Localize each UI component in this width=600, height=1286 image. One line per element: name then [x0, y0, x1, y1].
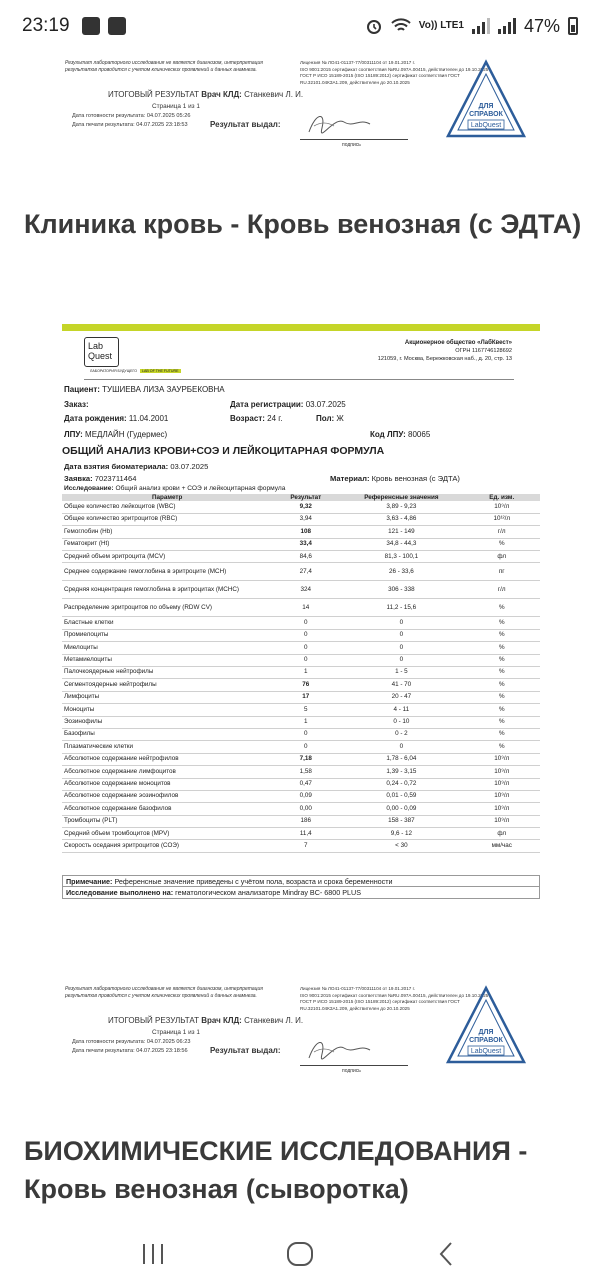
dob-label: Дата рождения: — [64, 414, 127, 423]
signature-label: подпись — [342, 142, 361, 148]
result-value: 108 — [272, 526, 339, 538]
reference-range: 9,6 - 12 — [339, 828, 463, 840]
network-label: Vo)) LTE1 — [418, 20, 464, 31]
sample-date-label: Дата взятия биоматериала: — [64, 462, 169, 471]
result-row — [62, 563, 540, 581]
unit-value: г/л — [464, 581, 541, 599]
result-value: 0 — [272, 642, 339, 654]
request-number: 7023711464 — [94, 474, 137, 483]
lpu-label: ЛПУ: — [64, 430, 83, 439]
sex-label: Пол: — [316, 414, 335, 423]
reference-range: 0 — [339, 617, 463, 629]
material-label: Материал: — [330, 474, 370, 483]
reference-range: 0 - 10 — [339, 716, 463, 728]
result-row — [62, 691, 540, 703]
page-info: Страница 1 из 1 — [152, 103, 200, 110]
final-result-label: ИТОГОВЫЙ РЕЗУЛЬТАТ — [108, 1016, 199, 1025]
report-footer-top — [60, 56, 540, 174]
col-parameter: Параметр — [62, 494, 272, 501]
result-row — [62, 741, 540, 753]
labquest-logo — [84, 337, 119, 367]
stamp-line1: ДЛЯ — [478, 103, 494, 110]
param-name: Абсолютное содержание лимфоцитов — [62, 766, 272, 778]
result-row — [62, 667, 540, 679]
logo-tagline — [88, 369, 181, 373]
signature-image — [304, 1034, 374, 1064]
result-row — [62, 513, 540, 525]
result-value: 11,4 — [272, 828, 339, 840]
unit-value: % — [464, 716, 541, 728]
result-row — [62, 815, 540, 827]
reference-range: 11,2 - 15,6 — [339, 599, 463, 617]
reference-range: 0,00 - 0,09 — [339, 803, 463, 815]
unit-value: % — [464, 538, 541, 550]
result-value: 0,00 — [272, 803, 339, 815]
lpu-value: МЕДЛАЙН (Гудермес) — [85, 430, 168, 439]
reference-range: 0,01 - 0,59 — [339, 790, 463, 802]
logo-line1: Lab — [88, 341, 104, 351]
unit-value: % — [464, 667, 541, 679]
unit-value: % — [464, 679, 541, 691]
reference-range: 3,63 - 4,86 — [339, 513, 463, 525]
results-body — [62, 501, 540, 852]
result-value: 27,4 — [272, 563, 339, 581]
unit-value: 10⁹/л — [464, 790, 541, 802]
result-row — [62, 753, 540, 765]
result-row — [62, 581, 540, 599]
result-value: 1 — [272, 716, 339, 728]
page-info: Страница 1 из 1 — [152, 1029, 200, 1036]
result-value: 186 — [272, 815, 339, 827]
param-name: Бластные клетки — [62, 617, 272, 629]
signature-label: подпись — [342, 1068, 361, 1074]
license-line: Лицензия № ЛО41-01137-77/00311104 от 19.01.2017 г. — [300, 986, 415, 991]
signal-icon-2 — [498, 18, 516, 34]
param-name: Общее количество лейкоцитов (WBC) — [62, 501, 272, 513]
param-name: Сегментоядерные нейтрофилы — [62, 679, 272, 691]
section-title-blood: Клиника кровь - Кровь венозная (с ЭДТА) — [24, 209, 582, 239]
param-name: Распределение эритроцитов по объему (RDW CV) — [62, 599, 272, 617]
stamp-brand: LabQuest — [470, 122, 502, 129]
reg-label: Дата регистрации: — [230, 400, 304, 409]
reference-range: 20 - 47 — [339, 691, 463, 703]
reference-range: 306 - 338 — [339, 581, 463, 599]
request-label: Заявка: — [64, 474, 93, 483]
result-row — [62, 551, 540, 563]
reference-range: 0 — [339, 654, 463, 666]
result-row — [62, 599, 540, 617]
result-row — [62, 654, 540, 666]
unit-value: 10⁹/л — [464, 803, 541, 815]
param-name: Метамиелоциты — [62, 654, 272, 666]
sample-info — [62, 462, 540, 492]
ready-date: Дата готовности результата: 04.07.2025 06:23 — [72, 1039, 191, 1045]
final-result-line — [108, 1016, 303, 1025]
sample-date: 03.07.2025 — [170, 462, 209, 471]
reference-range: 34,8 - 44,3 — [339, 538, 463, 550]
param-name: Базофилы — [62, 728, 272, 740]
license-line: ГОСТ Р ИСО 15189-2015 (ISO 15189:2012) сертификат соответствия ГОСТ — [300, 73, 460, 79]
result-value: 1 — [272, 667, 339, 679]
tagline-left: ЛАБОРАТОРИЯ БУДУЩЕГО — [90, 369, 138, 373]
param-name: Среднее содержание гемоглобина в эритроците (MCH) — [62, 563, 272, 581]
home-button[interactable] — [270, 1234, 330, 1274]
result-value: 33,4 — [272, 538, 339, 550]
result-row — [62, 728, 540, 740]
unit-value: % — [464, 629, 541, 641]
age-value: 24 г. — [267, 414, 283, 423]
recent-apps-icon — [139, 1242, 167, 1266]
unit-value: 10⁹/л — [464, 766, 541, 778]
param-name: Абсолютное содержание базофилов — [62, 803, 272, 815]
patient-info — [62, 385, 540, 441]
ready-date: Дата готовности результата: 04.07.2025 05:26 — [72, 113, 191, 119]
result-value: 0 — [272, 629, 339, 641]
analyzer-text: гематологическом анализаторе Mindray BC- 6800 PLUS — [175, 888, 362, 897]
disclaimer-text: Результат лабораторного исследования не является диагнозом, интерпретация результатов проводится с учетом клинических проявлений и данных анамнеза. — [65, 986, 263, 999]
disclaimer-text: Результат лабораторного исследования не является диагнозом, интерпретация результатов проводится с учетом клинических проявлений и данных анамнеза. — [65, 60, 263, 73]
result-row — [62, 766, 540, 778]
reference-range: 121 - 149 — [339, 526, 463, 538]
status-time: 23:19 — [22, 15, 70, 36]
final-result-label: ИТОГОВЫЙ РЕЗУЛЬТАТ — [108, 90, 199, 99]
patient-name: ТУШИЕВА ЛИЗА ЗАУРБЕКОВНА — [102, 385, 225, 394]
reference-range: 0 — [339, 642, 463, 654]
param-name: Абсолютное содержание эозинофилов — [62, 790, 272, 802]
result-row — [62, 526, 540, 538]
result-row — [62, 778, 540, 790]
reference-range: 1,78 - 6,04 — [339, 753, 463, 765]
status-bar — [0, 0, 600, 52]
result-value: 7 — [272, 840, 339, 852]
company-address: 121059, г. Москва, Бережковская наб., д. 20, стр. 13 — [377, 356, 512, 362]
battery-icon — [568, 17, 578, 35]
result-row — [62, 790, 540, 802]
unit-value: 10⁹/л — [464, 815, 541, 827]
study-value: Общий анализ крови + СОЭ и лейкоцитарная формула — [115, 485, 286, 492]
col-unit: Ед. изм. — [464, 494, 541, 501]
reg-date: 03.07.2025 — [305, 400, 346, 409]
section-title-biochem: БИОХИМИЧЕСКИЕ ИССЛЕДОВАНИЯ - Кровь венозная (сыворотка) — [24, 1136, 528, 1204]
reference-range: 0 - 2 — [339, 728, 463, 740]
reference-range: 158 - 387 — [339, 815, 463, 827]
param-name: Палочкоядерные нейтрофилы — [62, 667, 272, 679]
unit-value: % — [464, 704, 541, 716]
home-icon — [286, 1241, 314, 1267]
result-value: 0 — [272, 617, 339, 629]
unit-value: 10⁹/л — [464, 778, 541, 790]
company-name: Акционерное общество «ЛабКвест» — [404, 340, 512, 346]
result-row — [62, 716, 540, 728]
param-name: Тромбоциты (PLT) — [62, 815, 272, 827]
result-row — [62, 501, 540, 513]
license-line: Лицензия № ЛО41-01137-77/00311104 от 19.01.2017 г. — [300, 60, 415, 65]
unit-value: % — [464, 617, 541, 629]
result-value: 14 — [272, 599, 339, 617]
unit-value: % — [464, 642, 541, 654]
reference-range: 1 - 5 — [339, 667, 463, 679]
note-row — [62, 875, 540, 887]
signature-line — [300, 1065, 408, 1066]
unit-value: пг — [464, 563, 541, 581]
result-value: 17 — [272, 691, 339, 703]
note-text: Референсные значение приведены с учётом пола, возраста и срока беременности — [114, 877, 393, 886]
lpu-code: 80065 — [408, 430, 431, 439]
result-value: 9,32 — [272, 501, 339, 513]
report-footer-bottom — [60, 982, 540, 1100]
material-value: Кровь венозная (с ЭДТА) — [371, 474, 460, 483]
battery-percent: 47% — [523, 15, 560, 36]
tagline-right: LAB OF THE FUTURE — [142, 369, 179, 373]
report-title: ОБЩИЙ АНАЛИЗ КРОВИ+СОЭ И ЛЕЙКОЦИТАРНАЯ ФОРМУЛА — [62, 445, 385, 457]
reference-range: 0 — [339, 629, 463, 641]
reference-range: 0,24 - 0,72 — [339, 778, 463, 790]
result-value: 0 — [272, 654, 339, 666]
result-row — [62, 538, 540, 550]
unit-value: фл — [464, 551, 541, 563]
gallery-notification-icon — [82, 17, 100, 35]
unit-value: 10¹²/л — [464, 513, 541, 525]
license-line: RU.32101.04КЗА1.209, действителен до 20.10.2025 — [300, 1005, 410, 1011]
reference-range: 3,89 - 9,23 — [339, 501, 463, 513]
doctor-name: Станкевич Л. И. — [244, 1016, 304, 1025]
study-label: Исследование: — [64, 485, 114, 492]
reference-range: 81,3 - 100,1 — [339, 551, 463, 563]
reference-range: 1,39 - 3,15 — [339, 766, 463, 778]
result-value: 5 — [272, 704, 339, 716]
dob-value: 11.04.2001 — [128, 414, 169, 423]
lpu-code-label: Код ЛПУ: — [370, 430, 406, 439]
result-value: 84,6 — [272, 551, 339, 563]
lab-stamp-icon — [444, 984, 528, 1068]
result-row — [62, 629, 540, 641]
result-row — [62, 642, 540, 654]
unit-value: % — [464, 654, 541, 666]
issued-label: Результат выдал: — [210, 120, 281, 129]
reference-range: 26 - 33,6 — [339, 563, 463, 581]
result-value: 324 — [272, 581, 339, 599]
back-icon — [437, 1241, 457, 1267]
param-name: Гематокрит (Ht) — [62, 538, 272, 550]
unit-value: % — [464, 728, 541, 740]
param-name: Средний объем эритроцита (MCV) — [62, 551, 272, 563]
result-value: 7,18 — [272, 753, 339, 765]
param-name: Плазматические клетки — [62, 741, 272, 753]
age-label: Возраст: — [230, 414, 265, 423]
param-name: Промиелоциты — [62, 629, 272, 641]
stamp-line2: СПРАВОК — [469, 111, 503, 118]
param-name: Эозинофилы — [62, 716, 272, 728]
unit-value: % — [464, 599, 541, 617]
order-label: Заказ: — [64, 400, 89, 409]
reference-range: < 30 — [339, 840, 463, 852]
report-notes — [62, 875, 540, 899]
reference-range: 41 - 70 — [339, 679, 463, 691]
license-line: ISO 9001:2015 сертификат соответствия №RU.097A.00415, действителен до 19.10.2025 — [300, 992, 489, 998]
param-name: Гемоглобин (Hb) — [62, 526, 272, 538]
print-date: Дата печати результата: 04.07.2025 23:18:56 — [72, 1048, 188, 1054]
signature-image — [304, 108, 374, 138]
result-value: 0,47 — [272, 778, 339, 790]
result-value: 3,94 — [272, 513, 339, 525]
reference-range: 4 - 11 — [339, 704, 463, 716]
results-header — [62, 494, 540, 501]
param-name: Моноциты — [62, 704, 272, 716]
param-name: Миелоциты — [62, 642, 272, 654]
divider — [84, 379, 514, 380]
result-row — [62, 679, 540, 691]
param-name: Абсолютное содержание моноцитов — [62, 778, 272, 790]
alarm-icon — [365, 17, 383, 35]
reference-range: 0 — [339, 741, 463, 753]
param-name: Средняя концентрация гемоглобина в эритроцитах (MCHC) — [62, 581, 272, 599]
param-name: Скорость оседания эритроцитов (СОЭ) — [62, 840, 272, 852]
back-button[interactable] — [417, 1234, 477, 1274]
param-name: Абсолютное содержание нейтрофилов — [62, 753, 272, 765]
result-value: 0 — [272, 741, 339, 753]
unit-value: мм/час — [464, 840, 541, 852]
lab-report-page — [62, 324, 540, 904]
report-accent-bar — [62, 324, 540, 331]
param-name: Общее количество эритроцитов (RBC) — [62, 513, 272, 525]
result-row — [62, 840, 540, 852]
result-value: 0 — [272, 728, 339, 740]
param-name: Средний объем тромбоцитов (MPV) — [62, 828, 272, 840]
logo-line2: Quest — [88, 351, 113, 361]
navigation-bar — [0, 1222, 600, 1286]
doctor-name: Станкевич Л. И. — [244, 90, 304, 99]
final-result-line — [108, 90, 303, 99]
signature-line — [300, 139, 408, 140]
patient-label: Пациент: — [64, 385, 100, 394]
results-table — [62, 494, 540, 853]
result-value: 76 — [272, 679, 339, 691]
doctor-label: Врач КЛД: — [201, 1016, 242, 1025]
note-label: Примечание: — [66, 877, 113, 886]
company-info — [378, 339, 512, 363]
result-row — [62, 803, 540, 815]
result-value: 1,58 — [272, 766, 339, 778]
recent-apps-button[interactable] — [123, 1234, 183, 1274]
issued-label: Результат выдал: — [210, 1046, 281, 1055]
unit-value: г/л — [464, 526, 541, 538]
license-line: ISO 9001:2015 сертификат соответствия №RU.097A.00415, действителен до 19.10.2025 — [300, 66, 489, 72]
license-line: RU.32101.04КЗА1.209, действителен до 20.10.2025 — [300, 79, 410, 85]
analyzer-label: Исследование выполнено на: — [66, 888, 174, 897]
sex-value: Ж — [336, 414, 344, 423]
result-value: 0,09 — [272, 790, 339, 802]
result-row — [62, 617, 540, 629]
license-line: ГОСТ Р ИСО 15189-2015 (ISO 15189:2012) сертификат соответствия ГОСТ — [300, 999, 460, 1005]
param-name: Лимфоциты — [62, 691, 272, 703]
unit-value: % — [464, 741, 541, 753]
col-result: Результат — [272, 494, 339, 501]
wifi-icon — [391, 18, 411, 34]
unit-value: 10⁹/л — [464, 501, 541, 513]
stamp-brand: LabQuest — [470, 1048, 502, 1055]
unit-value: фл — [464, 828, 541, 840]
stamp-line2: СПРАВОК — [469, 1037, 503, 1044]
checkbox-notification-icon — [108, 17, 126, 35]
result-row — [62, 704, 540, 716]
analyzer-row — [62, 887, 540, 899]
doctor-label: Врач КЛД: — [201, 90, 242, 99]
result-row — [62, 828, 540, 840]
company-ogrn: ОГРН 1167746128692 — [455, 348, 512, 354]
lab-stamp-icon — [444, 58, 528, 142]
print-date: Дата печати результата: 04.07.2025 23:18:53 — [72, 122, 188, 128]
unit-value: % — [464, 691, 541, 703]
col-reference: Референсные значения — [339, 494, 463, 501]
signal-icon-1 — [472, 18, 490, 34]
stamp-line1: ДЛЯ — [478, 1029, 494, 1036]
unit-value: 10⁹/л — [464, 753, 541, 765]
